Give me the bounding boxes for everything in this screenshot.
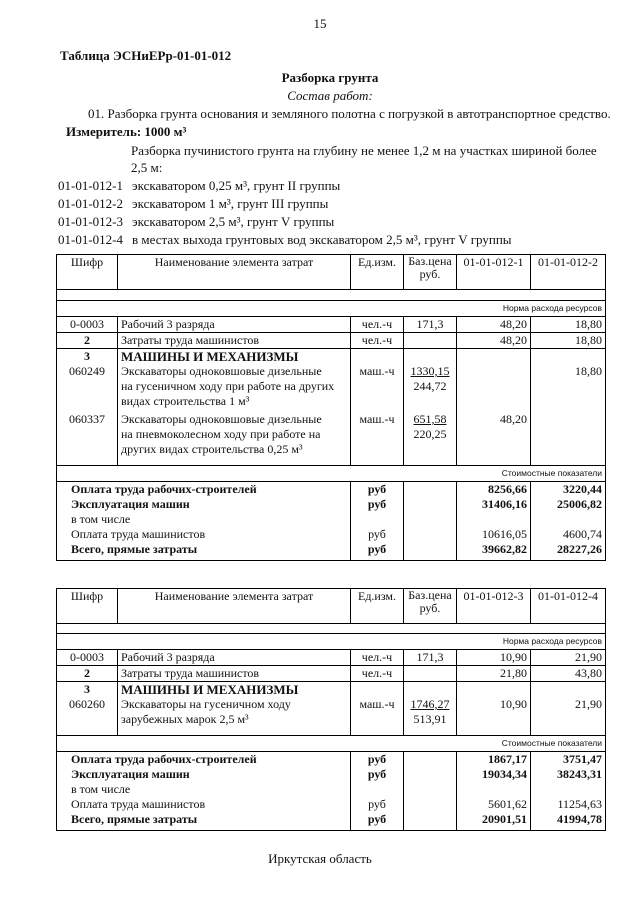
header-unit: Ед.изм.	[351, 255, 404, 290]
header-price: Баз.цена руб.	[404, 255, 457, 290]
composition-label: Состав работ:	[287, 88, 373, 103]
norm-label-row	[57, 634, 606, 650]
header-name: Наименование элемента затрат	[118, 589, 351, 624]
code-list	[58, 178, 512, 250]
cost-row: в том числе	[57, 512, 606, 527]
table-row: 060260 Экскаваторы на гусеничном ходу зарубежных марок 2,5 м³ маш.-ч 1746,27 513,91 10,90 21,90	[57, 697, 606, 727]
cost-label-row	[57, 736, 606, 752]
header-col-a: 01-01-012-3	[457, 589, 531, 624]
header-price: Баз.цена руб.	[404, 589, 457, 624]
cost-row: Оплата труда машинистов руб 10616,05 4600,74	[57, 527, 606, 542]
table-row: 2 Затраты труда машинистов чел.-ч 21,80 43,80	[57, 666, 606, 682]
table-row: 2 Затраты труда машинистов чел.-ч 48,20 18,80	[57, 333, 606, 349]
work-description: Разборка пучинистого грунта на глубину не менее 1,2 м на участках шириной более 2,5 м:	[131, 143, 597, 175]
table-row: 060249 Экскаваторы одноковшовые дизельные на гусеничном ходу при работе на других видах строительства 1 м³ маш.-ч 1330,15 244,72 18,80	[57, 364, 606, 409]
cost-row: Оплата труда рабочих-строителей руб 8256,66 3220,44	[57, 482, 606, 498]
header-col-b: 01-01-012-2	[531, 255, 606, 290]
code-id: 01-01-012-1	[58, 178, 123, 193]
table-row: 0-0003 Рабочий 3 разряда чел.-ч 171,3 48,20 18,80	[57, 317, 606, 333]
table-header-row	[57, 255, 606, 290]
norm-label-row	[57, 301, 606, 317]
table-header-row	[57, 589, 606, 624]
code-text: экскаватором 0,25 м³, грунт II группы	[132, 178, 341, 193]
table-row: 0-0003 Рабочий 3 разряда чел.-ч 171,3 10,90 21,90	[57, 650, 606, 666]
norm-label: Норма расхода ресурсов	[57, 301, 606, 317]
code-id: 01-01-012-2	[58, 196, 123, 211]
header-code: Шифр	[57, 589, 118, 624]
cost-label: Стоимостные показатели	[57, 736, 606, 752]
table-title: Таблица ЭСНиЕРр-01-01-012	[60, 48, 232, 63]
machines-header-row: 3 МАШИНЫ И МЕХАНИЗМЫ	[57, 349, 606, 365]
cost-row: в том числе	[57, 782, 606, 797]
cost-row: Всего, прямые затраты руб 39662,82 28227,26	[57, 542, 606, 561]
measure-unit: Измеритель: 1000 м³	[66, 124, 187, 139]
code-id: 01-01-012-4	[58, 232, 123, 247]
code-list-item	[58, 196, 512, 214]
cost-row: Эксплуатация машин руб 19034,34 38243,31	[57, 767, 606, 782]
cost-row: Оплата труда рабочих-строителей руб 1867,17 3751,47	[57, 752, 606, 768]
cost-row: Всего, прямые затраты руб 20901,51 41994,78	[57, 812, 606, 831]
region-footer: Иркутская область	[268, 851, 372, 866]
cost-label-row	[57, 466, 606, 482]
code-text: экскаватором 2,5 м³, грунт V группы	[132, 214, 335, 229]
cost-label: Стоимостные показатели	[57, 466, 606, 482]
cost-row: Эксплуатация машин руб 31406,16 25006,82	[57, 497, 606, 512]
code-list-item	[58, 214, 512, 232]
code-id: 01-01-012-3	[58, 214, 123, 229]
header-col-a: 01-01-012-1	[457, 255, 531, 290]
page-number: 15	[313, 16, 327, 31]
code-text: в местах выхода грунтовых вод экскаватором 2,5 м³, грунт V группы	[132, 232, 512, 247]
code-list-item	[58, 178, 512, 196]
header-code: Шифр	[57, 255, 118, 290]
header-col-b: 01-01-012-4	[531, 589, 606, 624]
resource-table-1	[56, 254, 606, 561]
resource-table-2	[56, 588, 606, 831]
code-text: экскаватором 1 м³, грунт III группы	[132, 196, 329, 211]
code-list-item	[58, 232, 512, 250]
table-row: 060337 Экскаваторы одноковшовые дизельные на пневмоколесном ходу при работе на других видах строительства 0,25 м³ маш.-ч 651,58 220,25 48,20	[57, 409, 606, 457]
section-title: Разборка грунта	[281, 70, 379, 85]
header-name: Наименование элемента затрат	[118, 255, 351, 290]
machines-header-row: 3 МАШИНЫ И МЕХАНИЗМЫ	[57, 682, 606, 698]
work-item: 01. Разборка грунта основания и земляного полотна с погрузкой в автотранспортное средство.	[88, 106, 611, 121]
norm-label: Норма расхода ресурсов	[57, 634, 606, 650]
header-unit: Ед.изм.	[351, 589, 404, 624]
cost-row: Оплата труда машинистов руб 5601,62 11254,63	[57, 797, 606, 812]
